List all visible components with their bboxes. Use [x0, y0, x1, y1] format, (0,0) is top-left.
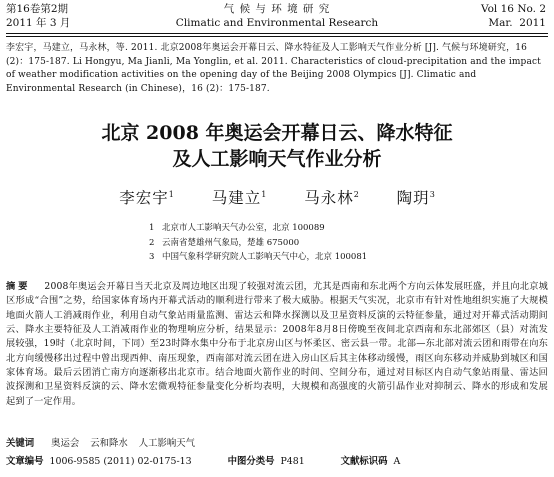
affiliation-number: 2	[149, 237, 155, 248]
affiliation-number: 3	[149, 252, 155, 262]
citation-text: 李宏宇，马建立，马永林，等. 2011. 北京2008年奥运会开幕日云、降水特征及人工影响天气作业分析 [J]. 气候与环境研究，16 (2)：175-187. Li Hongyu, Ma Jianli, Ma Yonglin, et al. 2011. Characteristics of cloud-precipitation and the impact of weather modification activities on the opening day of the Beijing 2008 Olympics [J]. Climatic and Environmental Research (in Chinese)，16 (2)：175-187.	[6, 43, 541, 94]
volume-en: Vol 16 No. 2	[480, 3, 546, 15]
author-affiliation-mark: 2	[353, 189, 359, 199]
author-name: 马建立	[211, 189, 262, 207]
author-affiliation-mark: 1	[168, 189, 174, 199]
header-rule-thick	[6, 33, 548, 34]
article-title	[0, 120, 554, 172]
journal-title-en: Climatic and Environmental Research	[175, 17, 379, 29]
article-number-label: 文章编号	[6, 456, 44, 467]
affiliation-text: 北京市人工影响天气办公室，北京 100089	[162, 223, 325, 233]
author	[397, 189, 435, 207]
affiliation-list	[149, 221, 509, 265]
clc-number: P481	[280, 456, 305, 467]
abstract	[6, 280, 548, 409]
article-metadata	[6, 455, 546, 469]
keywords	[6, 437, 546, 451]
author	[119, 189, 174, 207]
document-code: A	[393, 456, 401, 467]
affiliation-text: 中国气象科学研究院人工影响天气中心，北京 100081	[162, 252, 368, 262]
keywords-label: 关键词	[6, 438, 35, 449]
author-affiliation-mark: 3	[429, 189, 435, 199]
author-name: 马永林	[304, 189, 354, 207]
date-en: Mar. 2011	[488, 17, 546, 29]
abstract-label: 摘要	[6, 281, 31, 292]
title-line-1: 北京 2008 年奥运会开幕日云、降水特征	[101, 122, 453, 144]
author-name: 李宏宇	[119, 189, 169, 207]
clc-label: 中图分类号	[227, 456, 275, 467]
affiliation-number: 1	[149, 223, 155, 233]
citation-block	[6, 42, 546, 96]
author	[304, 189, 359, 207]
volume-issue-cn: 第16卷第2期	[6, 3, 69, 15]
date-cn: 2011 年 3 月	[6, 17, 71, 29]
author	[212, 189, 267, 207]
affiliation-item	[149, 221, 509, 236]
keyword: 云和降水	[90, 438, 128, 449]
journal-title-cn: 气 候 与 环 境 研 究	[223, 3, 331, 15]
keyword: 奥运会	[51, 438, 80, 449]
author-affiliation-mark: 1	[261, 189, 267, 199]
author-name: 陶玥	[396, 189, 430, 207]
author-list	[0, 186, 554, 208]
article-number: 1006-9585 (2011) 02-0175-13	[49, 456, 192, 467]
affiliation-text: 云南省楚雄州气象局，楚雄 675000	[162, 237, 300, 248]
affiliation-item	[149, 236, 509, 251]
header-rule-thin	[6, 36, 548, 37]
document-code-label: 文献标识码	[340, 456, 388, 467]
keyword: 人工影响天气	[138, 438, 196, 449]
title-line-2: 及人工影响天气作业分析	[172, 148, 382, 170]
running-header	[0, 0, 554, 32]
affiliation-item	[149, 250, 509, 265]
abstract-text: 2008年奥运会开幕日当天北京及周边地区出现了较强对流云团，尤其是西南和东北两个方向云体发展旺盛，并且向北京城区形成“合围”之势，给国家体育场内开幕式活动的顺利进行带来了极大威胁。根据天气实况，北京市有针对性地组织实施了大规模地面火箭人工消减雨作业，利用自动气象站雨量监测、雷达云和降水探测以及卫星资料反演的云特征参量，通过对开幕式活动期间云、降水主要特征及人工消减雨作业的物理响应分析，结果显示：2008年8月8日傍晚至夜间北京西南和东北部郊区（县）对流发展较强，19时（北京时间，下同）至23时降水集中分布于北京房山区与怀柔区、密云县一带。北部—东北部对流云团和雨带在向东北方向缓慢移出过程中曾出现西伸、南压现象，西南部对流云团在进入房山区后其主体移动缓慢，雨区向东移动并威胁到城区和国家体育场。最后云团消亡南方向逐渐移出北京市。结合地面火箭作业的时间、空间分布，通过对目标区内自动气象站雨量、雷达回波探测和卫星资料反演的云、降水宏微观特征参量变化分析均表明，大规模和高强度的火箭引晶作业对抑制云、降水的形成和发展起到了一定作用。	[6, 281, 548, 407]
